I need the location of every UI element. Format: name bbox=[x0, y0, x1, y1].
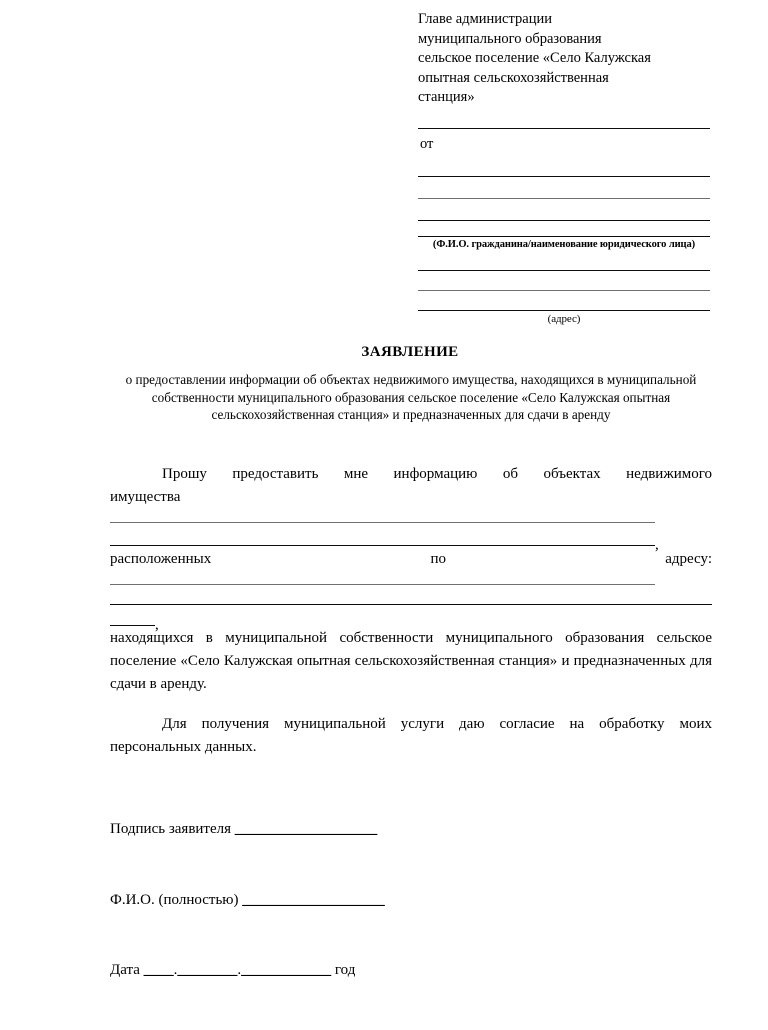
page-title: ЗАЯВЛЕНИЕ bbox=[361, 344, 459, 360]
body-address-rule-1[interactable] bbox=[110, 584, 655, 585]
signature-blank[interactable]: ___________________ bbox=[234, 821, 378, 837]
fullname-row bbox=[110, 889, 385, 913]
body-address-rule-3-stub[interactable] bbox=[110, 625, 155, 626]
address-rule-3[interactable] bbox=[418, 310, 710, 311]
consent-paragraph: Для получения муниципальной услуги даю согласие на обработку моих персональных данных. bbox=[110, 716, 712, 755]
date-day-blank[interactable]: ____ bbox=[143, 962, 174, 978]
request-line-1: Прошу предоставить мне информацию об объектах недвижимого bbox=[162, 466, 712, 482]
applicant-rule-2[interactable] bbox=[418, 176, 710, 177]
request-paragraph bbox=[110, 463, 712, 509]
page-subtitle: о предоставлении информации об объектах недвижимого имущества, находящихся в муниципальной собственности муниципального образования сельское поселение «Село Калужская опытная сельскохозяйственная станция» и предназначенных для сдачи в аренду bbox=[125, 372, 697, 422]
applicant-rule-1 bbox=[418, 128, 710, 129]
address-rule-1[interactable] bbox=[418, 270, 710, 271]
addressee-line-2: муниципального образования bbox=[418, 30, 602, 47]
body-address-rule-2[interactable] bbox=[110, 604, 712, 605]
applicant-rule-3[interactable] bbox=[418, 198, 710, 199]
address-label-line bbox=[110, 548, 712, 571]
object-rule-2-comma: , bbox=[655, 537, 659, 553]
object-rule-2[interactable] bbox=[110, 545, 655, 546]
date-year-blank[interactable]: ____________ bbox=[241, 962, 332, 978]
addressee-line-4: опытная сельскохозяйственная bbox=[418, 69, 609, 86]
signature-label: Подпись заявителя bbox=[110, 821, 235, 837]
addressee-block bbox=[418, 10, 712, 108]
from-label: от bbox=[420, 136, 434, 152]
date-row bbox=[110, 959, 385, 983]
fullname-blank[interactable]: ___________________ bbox=[242, 891, 385, 908]
signature-block bbox=[110, 771, 385, 1030]
fullname-label: Ф.И.О. (полностью) bbox=[110, 891, 243, 908]
date-label: Дата bbox=[110, 962, 144, 978]
date-suffix: год bbox=[331, 962, 356, 978]
address-label-text: расположенных по адресу: bbox=[110, 551, 712, 567]
body-address-stub-comma: , bbox=[155, 617, 159, 633]
applicant-rule-4[interactable] bbox=[418, 220, 710, 221]
caption-address: (адрес) bbox=[547, 313, 581, 325]
signature-row bbox=[110, 818, 385, 842]
date-separator-1: . bbox=[173, 962, 178, 978]
address-rule-2[interactable] bbox=[418, 290, 710, 291]
addressee-line-3: сельское поселение «Село Калужская bbox=[418, 50, 651, 66]
addressee-line-5: станция» bbox=[418, 89, 475, 105]
applicant-rule-5 bbox=[418, 236, 710, 237]
date-month-blank[interactable]: ________ bbox=[177, 962, 238, 978]
object-rule-1[interactable] bbox=[110, 522, 655, 523]
ownership-paragraph: находящихся в муниципальной собственности муниципального образования сельское поселение «Село Калужская опытная сельскохозяйственная станция» и предназначенных для сдачи в аренду. bbox=[110, 630, 712, 692]
request-line-2: имущества bbox=[110, 489, 181, 505]
addressee-line-1: Главе администрации bbox=[418, 11, 552, 27]
date-separator-2: . bbox=[237, 962, 242, 978]
caption-applicant-name: (Ф.И.О. гражданина/наименование юридического лица) bbox=[432, 239, 696, 250]
